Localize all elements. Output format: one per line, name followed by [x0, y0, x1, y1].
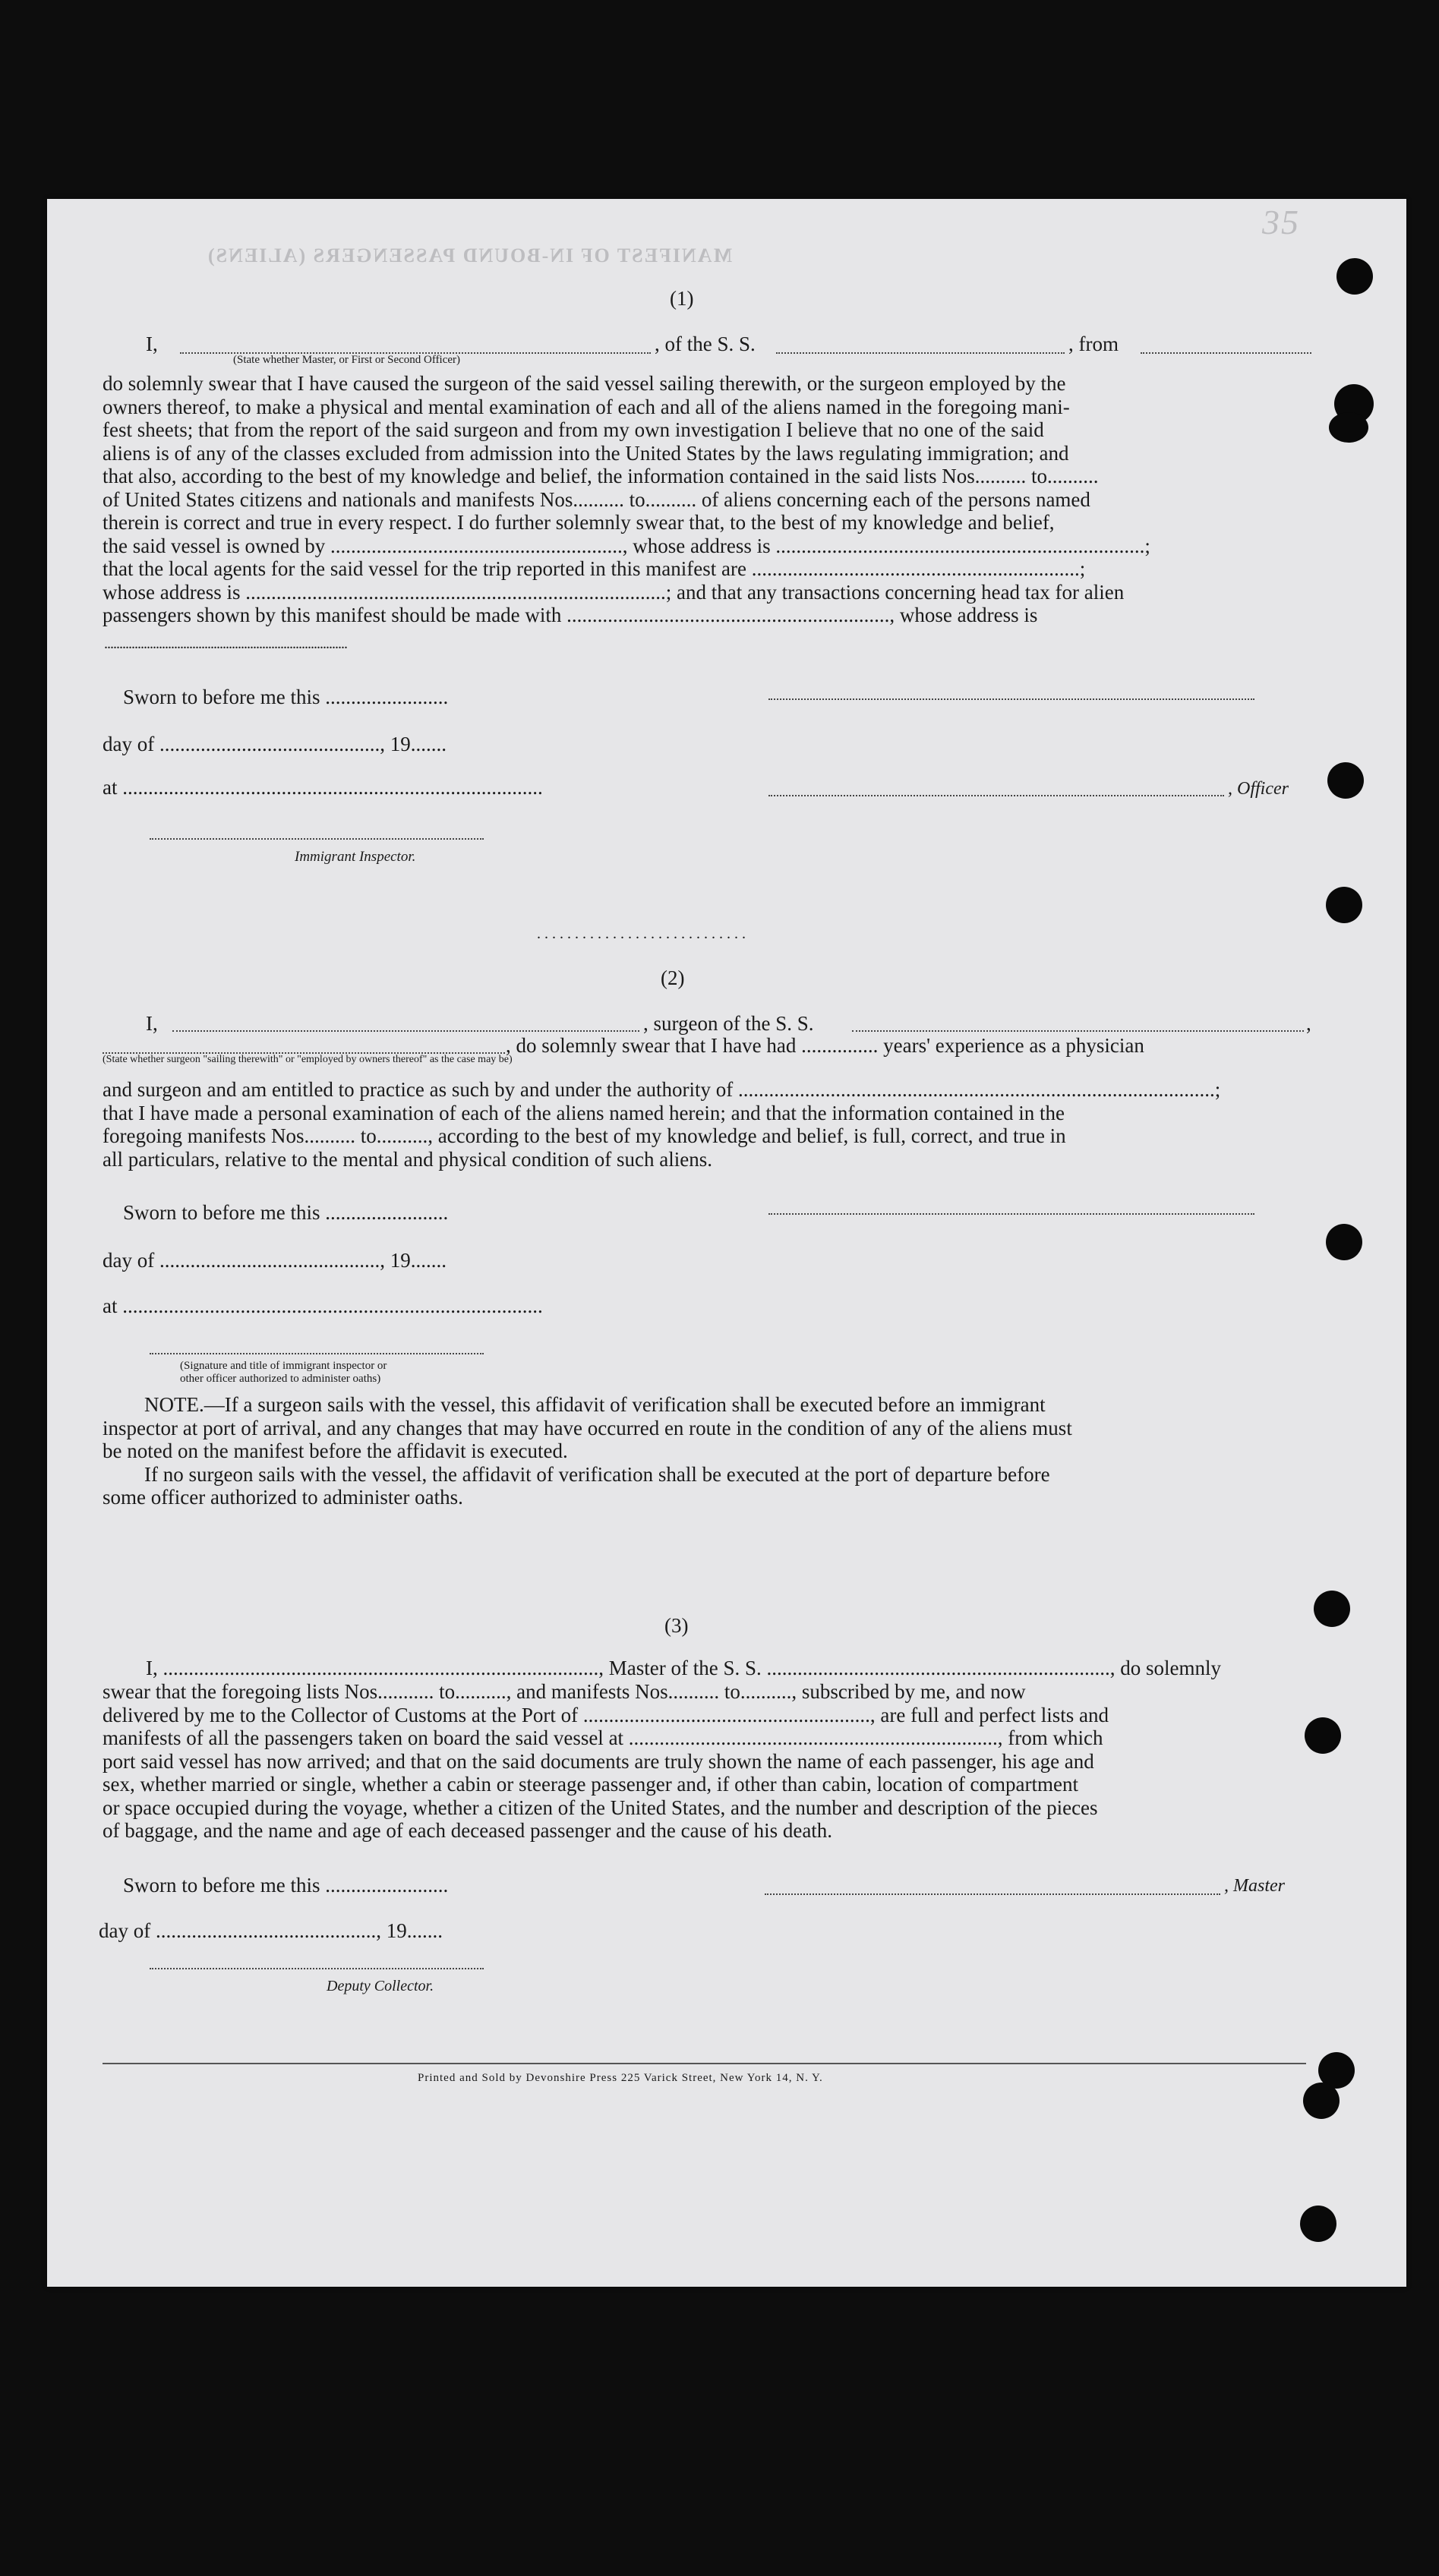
bleed-through-header: MANIFEST OF IN-BOUND PASSENGERS (ALIENS) [207, 244, 733, 266]
section-2-body-line: foregoing manifests Nos.......... to.........., according to the best of my knowledge and belief, is full, correct, and true in [103, 1124, 1066, 1147]
section-1-signature-line [768, 698, 1254, 700]
section-1-number: (1) [670, 287, 694, 310]
footer-rule [103, 2063, 1306, 2064]
document-page [47, 199, 1406, 2287]
section-1-officer: , Officer [1228, 779, 1289, 799]
section-1-body [103, 372, 1314, 627]
punch-hole [1303, 2083, 1340, 2119]
punch-hole [1305, 1717, 1341, 1754]
collector-signature-line [150, 1968, 484, 1969]
punch-hole [1326, 887, 1362, 923]
section-1-inspector: Immigrant Inspector. [295, 849, 416, 865]
section-1-last-line: ................................................................................ [104, 635, 347, 652]
section-2-surgeon-of-ss: , surgeon of the S. S. [643, 1012, 814, 1035]
section-1-body-line: therein is correct and true in every respect. I do further solemnly swear that, to the best of my knowledge and belief, [103, 511, 1055, 534]
note-line: some officer authorized to administer oaths. [103, 1486, 463, 1509]
bleed-through-number: 35 [1262, 203, 1300, 241]
section-2-body-line: that I have made a personal examination of each of the aliens named herein; and that the information contained in the [103, 1101, 1065, 1124]
note-line: If no surgeon sails with the vessel, the affidavit of verification shall be executed at the port of departure before [144, 1462, 1050, 1486]
officer-signature-line [768, 795, 1224, 796]
section-3-body [146, 1657, 1314, 1680]
section-3-body-line: of baggage, and the name and age of each deceased passenger and the cause of his death. [103, 1819, 833, 1842]
section-1-body-line: passengers shown by this manifest should be made with ..............................................................., whose address is [103, 604, 1038, 626]
section-1-from: , from [1068, 333, 1119, 355]
note-line: inspector at port of arrival, and any changes that may have occurred en route in the condition of any of the aliens must [103, 1416, 1072, 1439]
section-separator: . . . . . . . . . . . . . . . . . . . . . . . . . . . . [537, 925, 746, 942]
section-2-line1-end: , [1306, 1012, 1311, 1035]
section-2-body-line: and surgeon and am entitled to practice as such by and under the authority of .............................................................................................; [103, 1078, 1221, 1101]
section-2-inspector-line [150, 1353, 484, 1354]
section-3-body-line: port said vessel has now arrived; and that on the said documents are truly shown the name of each passenger, his age and [103, 1749, 1094, 1773]
section-2-body [103, 1078, 1314, 1171]
section-1-body-line: of United States citizens and nationals and manifests Nos.......... to.......... of aliens concerning each of the persons named [103, 487, 1090, 511]
section-2-state-note: (State whether surgeon "sailing therewith" or "employed by owners thereof" as the case may be) [103, 1054, 513, 1065]
punch-hole [1329, 412, 1368, 443]
inspector-signature-line [150, 838, 484, 840]
section-2-i: I, [146, 1012, 158, 1035]
punch-hole [1336, 258, 1373, 295]
section-1-at: at .................................................................................. [103, 776, 543, 799]
section-1-sworn: Sworn to before me this ........................ [123, 686, 449, 708]
punch-hole [1326, 1224, 1362, 1260]
section-3-body-line: delivered by me to the Collector of Customs at the Port of ........................................................, are full and perfect lists and [103, 1703, 1109, 1726]
section-1-body-line: owners thereof, to make a physical and mental examination of each and all of the aliens named in the foregoing mani- [103, 395, 1070, 418]
section-3-first-line: I, ....................................................................................., Master of the S. S. ..................................................................., do solemnly [146, 1657, 1221, 1679]
from-port-field [1141, 352, 1311, 354]
note-line: NOTE.—If a surgeon sails with the vessel, this affidavit of verification shall be executed before an immigrant [144, 1393, 1046, 1416]
section-1-state-note: (State whether Master, or First or Second Officer) [233, 354, 461, 366]
surgeon-vessel-field [852, 1030, 1304, 1032]
section-3-sworn: Sworn to before me this ........................ [123, 1874, 449, 1897]
section-3-body-line: swear that the foregoing lists Nos........... to.........., and manifests Nos.......... to.........., subscribed by me, and now [103, 1680, 1026, 1703]
section-3-body-line: manifests of all the passengers taken on board the said vessel at ........................................................................, from which [103, 1726, 1103, 1749]
section-3-day: day of ..........................................., 19....... [99, 1919, 443, 1942]
section-2-signature-line [768, 1213, 1254, 1215]
punch-hole [1300, 2206, 1336, 2242]
section-2-day: day of ..........................................., 19....... [103, 1249, 447, 1272]
section-1-body-line: do solemnly swear that I have caused the surgeon of the said vessel sailing therewith, or the surgeon employed by the [103, 372, 1066, 395]
section-2-note [103, 1393, 1314, 1509]
section-1-body-line: fest sheets; that from the report of the said surgeon and from my own investigation I believe that no one of the said [103, 418, 1044, 441]
section-1-body-line: the said vessel is owned by ........................................................., whose address is ........................................................................; [103, 534, 1150, 557]
section-1-intro-i: I, [146, 333, 158, 355]
section-2-number: (2) [661, 966, 685, 989]
section-3-body-line: sex, whether married or single, whether a cabin or steerage passenger and, if other than cabin, location of compartment [103, 1773, 1079, 1796]
section-1-body-line: that the local agents for the said vessel for the trip reported in this manifest are ................................................................; [103, 557, 1086, 580]
punch-hole [1327, 762, 1364, 799]
section-2-sig-note-1: (Signature and title of immigrant inspector or [180, 1360, 387, 1372]
punch-hole [1314, 1591, 1350, 1627]
vessel-name-field [776, 352, 1065, 354]
section-1-of-ss: , of the S. S. [655, 333, 756, 355]
section-3-body-rest [103, 1680, 1314, 1843]
section-2-sig-note-2: other officer authorized to administer oaths) [180, 1373, 381, 1385]
section-3-number: (3) [664, 1614, 689, 1637]
master-signature-line [765, 1893, 1220, 1895]
note-line: be noted on the manifest before the affidavit is executed. [103, 1439, 568, 1462]
section-2-swear: , do solemnly swear that I have had ............... years' experience as a physician [506, 1034, 1144, 1057]
section-2-at: at .................................................................................. [103, 1294, 543, 1317]
printer-imprint: Printed and Sold by Devonshire Press 225 Varick Street, New York 14, N. Y. [418, 2072, 823, 2084]
section-2-body-line: all particulars, relative to the mental and physical condition of such aliens. [103, 1147, 712, 1171]
section-1-body-line: that also, according to the best of my knowledge and belief, the information contained in the said lists Nos.......... to.......... [103, 465, 1099, 487]
section-3-body-line: or space occupied during the voyage, whether a citizen of the United States, and the number and description of the pieces [103, 1796, 1098, 1819]
section-2-sworn: Sworn to before me this ........................ [123, 1201, 449, 1224]
surgeon-name-field [172, 1030, 639, 1032]
section-1-body-line: aliens is of any of the classes excluded from admission into the United States by the laws regulating immigration; and [103, 441, 1069, 465]
section-1-day: day of ..........................................., 19....... [103, 733, 447, 755]
section-1-body-line: whose address is ..................................................................................; and that any transactions concerning head tax for alien [103, 580, 1125, 604]
section-3-master: , Master [1224, 1876, 1285, 1896]
section-3-collector: Deputy Collector. [327, 1978, 434, 1994]
